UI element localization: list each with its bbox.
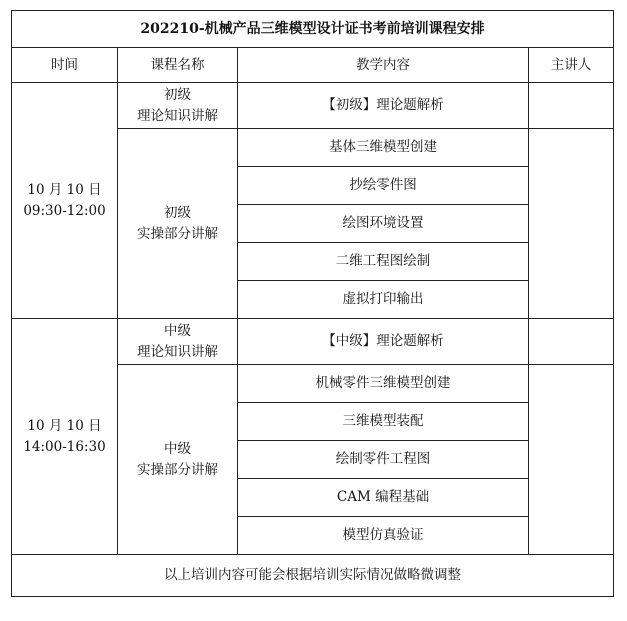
content-cell: 【中级】理论题解析 — [238, 319, 529, 365]
header-course: 课程名称 — [118, 48, 238, 83]
course-name-cell — [118, 129, 238, 319]
course-level: 中级 — [164, 322, 191, 339]
course-title: 实操部分讲解 — [137, 225, 218, 242]
session-time: 09:30-12:00 — [23, 202, 106, 219]
content-cell: 二维工程图绘制 — [238, 243, 529, 281]
lecturer-cell — [529, 83, 614, 129]
course-name-cell — [118, 319, 238, 365]
content-cell: 机械零件三维模型创建 — [238, 365, 529, 403]
course-title: 理论知识讲解 — [137, 107, 218, 124]
header-content: 教学内容 — [238, 48, 529, 83]
header-row — [12, 48, 614, 83]
table-row — [12, 319, 614, 365]
footer-note: 以上培训内容可能会根据培训实际情况做略微调整 — [12, 555, 614, 597]
table-title: 202210-机械产品三维模型设计证书考前培训课程安排 — [12, 11, 614, 48]
content-cell: 三维模型装配 — [238, 403, 529, 441]
course-name-cell — [118, 83, 238, 129]
lecturer-cell — [529, 129, 614, 319]
session-date: 10 月 10 日 — [27, 417, 102, 434]
content-cell: CAM 编程基础 — [238, 479, 529, 517]
session-time-cell — [12, 319, 118, 555]
course-level: 初级 — [164, 86, 191, 103]
lecturer-cell — [529, 319, 614, 365]
table-row — [12, 83, 614, 129]
header-lecturer: 主讲人 — [529, 48, 614, 83]
content-cell: 抄绘零件图 — [238, 167, 529, 205]
course-level: 初级 — [164, 204, 191, 221]
content-cell: 绘制零件工程图 — [238, 441, 529, 479]
content-cell: 绘图环境设置 — [238, 205, 529, 243]
header-time: 时间 — [12, 48, 118, 83]
lecturer-cell — [529, 365, 614, 555]
content-cell: 虚拟打印输出 — [238, 281, 529, 319]
session-date: 10 月 10 日 — [27, 181, 102, 198]
course-title: 理论知识讲解 — [137, 343, 218, 360]
session-time: 14:00-16:30 — [23, 438, 106, 455]
course-name-cell — [118, 365, 238, 555]
course-level: 中级 — [164, 440, 191, 457]
content-cell: 【初级】理论题解析 — [238, 83, 529, 129]
content-cell: 模型仿真验证 — [238, 517, 529, 555]
content-cell: 基体三维模型创建 — [238, 129, 529, 167]
schedule-table — [11, 10, 614, 597]
session-time-cell — [12, 83, 118, 319]
course-title: 实操部分讲解 — [137, 461, 218, 478]
